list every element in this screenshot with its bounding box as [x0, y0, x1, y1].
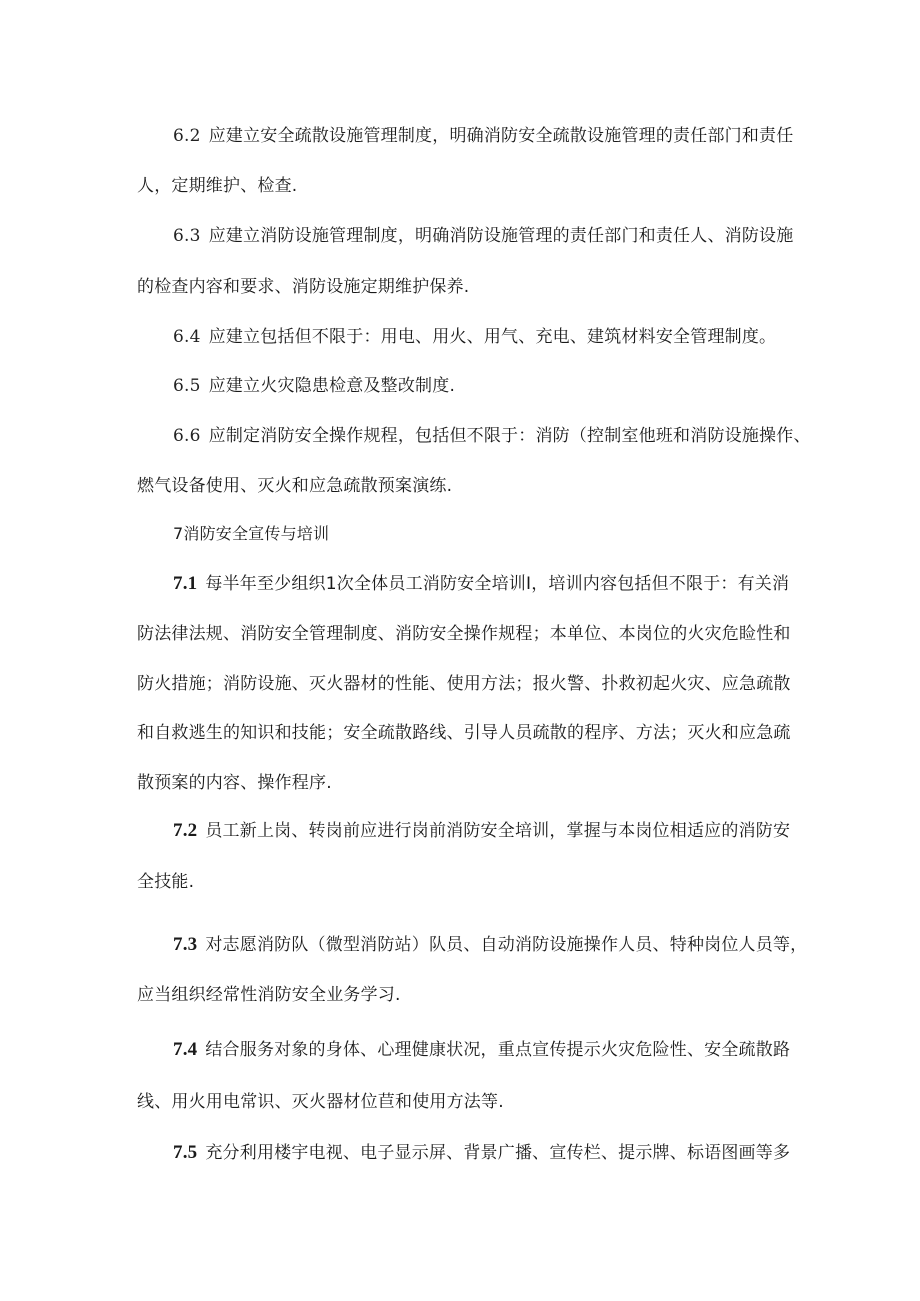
clause-number: 7.1 [173, 573, 198, 594]
clause-number: 6.3 [173, 226, 201, 246]
clause-7-1-line-2: 防法律法规、消防安全管理制度、消防安全操作规程；本单位、本岗位的火灾危睑性和 [137, 624, 791, 644]
clause-number: 7.4 [173, 1039, 198, 1060]
clause-number: 6.5 [173, 376, 201, 396]
clause-6-3-line-1 [173, 224, 793, 248]
clause-number: 6.6 [173, 426, 201, 446]
clause-7-2-line-1 [173, 819, 790, 843]
clause-6-6-line-2: 燃气设备使用、灭火和应急疏散预案演练. [137, 476, 453, 496]
section-7-heading: 7消防安全宣传与培训 [173, 524, 330, 543]
clause-number: 7.5 [173, 1142, 198, 1163]
clause-7-1-line-3: 防火措施；消防设施、灭火器材的性能、使用方法；报火警、扑救初起火灾、应急疏散 [137, 674, 791, 694]
clause-text: 应建立火灾隐患检意及整改制度. [208, 376, 456, 396]
clause-7-1-line-4: 和自救逃生的知识和技能；安全疏散路线、引导人员疏散的程序、方法；灭火和应急疏 [137, 723, 791, 743]
clause-number: 6.2 [173, 126, 201, 146]
clause-7-4-line-1 [173, 1038, 790, 1062]
clause-6-3-line-2: 的检查内容和要求、消防设施定期维护保养. [137, 277, 470, 297]
clause-text: 充分利用楼宇电视、电子显示屏、背景广播、宣传栏、提示牌、标语图画等多 [205, 1143, 791, 1163]
clause-7-4-line-2: 线、用火用电常识、灭火器材位苣和使用方法等. [137, 1092, 504, 1112]
clause-text: 员工新上岗、转岗前应进行岗前消防安全培训，掌握与本岗位相适应的消防安 [205, 821, 791, 841]
clause-6-2-line-2: 人，定期维护、检查. [137, 176, 298, 196]
clause-6-4-line-1 [173, 325, 776, 349]
clause-7-1-line-5: 散预案的内容、操作程序. [137, 773, 332, 793]
clause-text: 结合服务对象的身体、心理健康状况，重点宣传提示火灾危险性、安全疏散路 [205, 1040, 791, 1060]
clause-7-3-line-1 [173, 933, 807, 957]
clause-text: 每半年至少组织1次全体员工消防安全培训I，培训内容包括但不限于：有关消 [205, 574, 790, 594]
clause-text: 应建立包括但不限于：用电、用火、用气、充电、建筑材料安全管理制度。 [208, 327, 777, 347]
clause-6-5-line-1 [173, 374, 455, 398]
clause-6-6-line-1 [173, 424, 811, 448]
clause-7-1-line-1 [173, 572, 789, 596]
clause-text: 对志愿消防队（微型消防站）队员、自动消防设施操作人员、特种岗位人员等， [205, 935, 808, 955]
clause-number: 6.4 [173, 327, 201, 347]
clause-7-5-line-1 [173, 1141, 790, 1165]
clause-text: 应建立消防设施管理制度，明确消防设施管理的责任部门和责任人、消防设施 [208, 226, 794, 246]
clause-7-3-line-2: 应当组织经常性消防安全业务学习. [137, 985, 401, 1005]
clause-text: 应建立安全疏散设施管理制度，明确消防安全疏散设施管理的责任部门和责任 [208, 126, 794, 146]
clause-number: 7.3 [173, 934, 198, 955]
clause-7-2-line-2: 全技能. [137, 872, 195, 892]
clause-6-2-line-1 [173, 124, 793, 148]
clause-text: 应制定消防安全操作规程，包括但不限于：消防（控制室他班和消防设施操作、 [208, 426, 811, 446]
clause-number: 7.2 [173, 820, 198, 841]
